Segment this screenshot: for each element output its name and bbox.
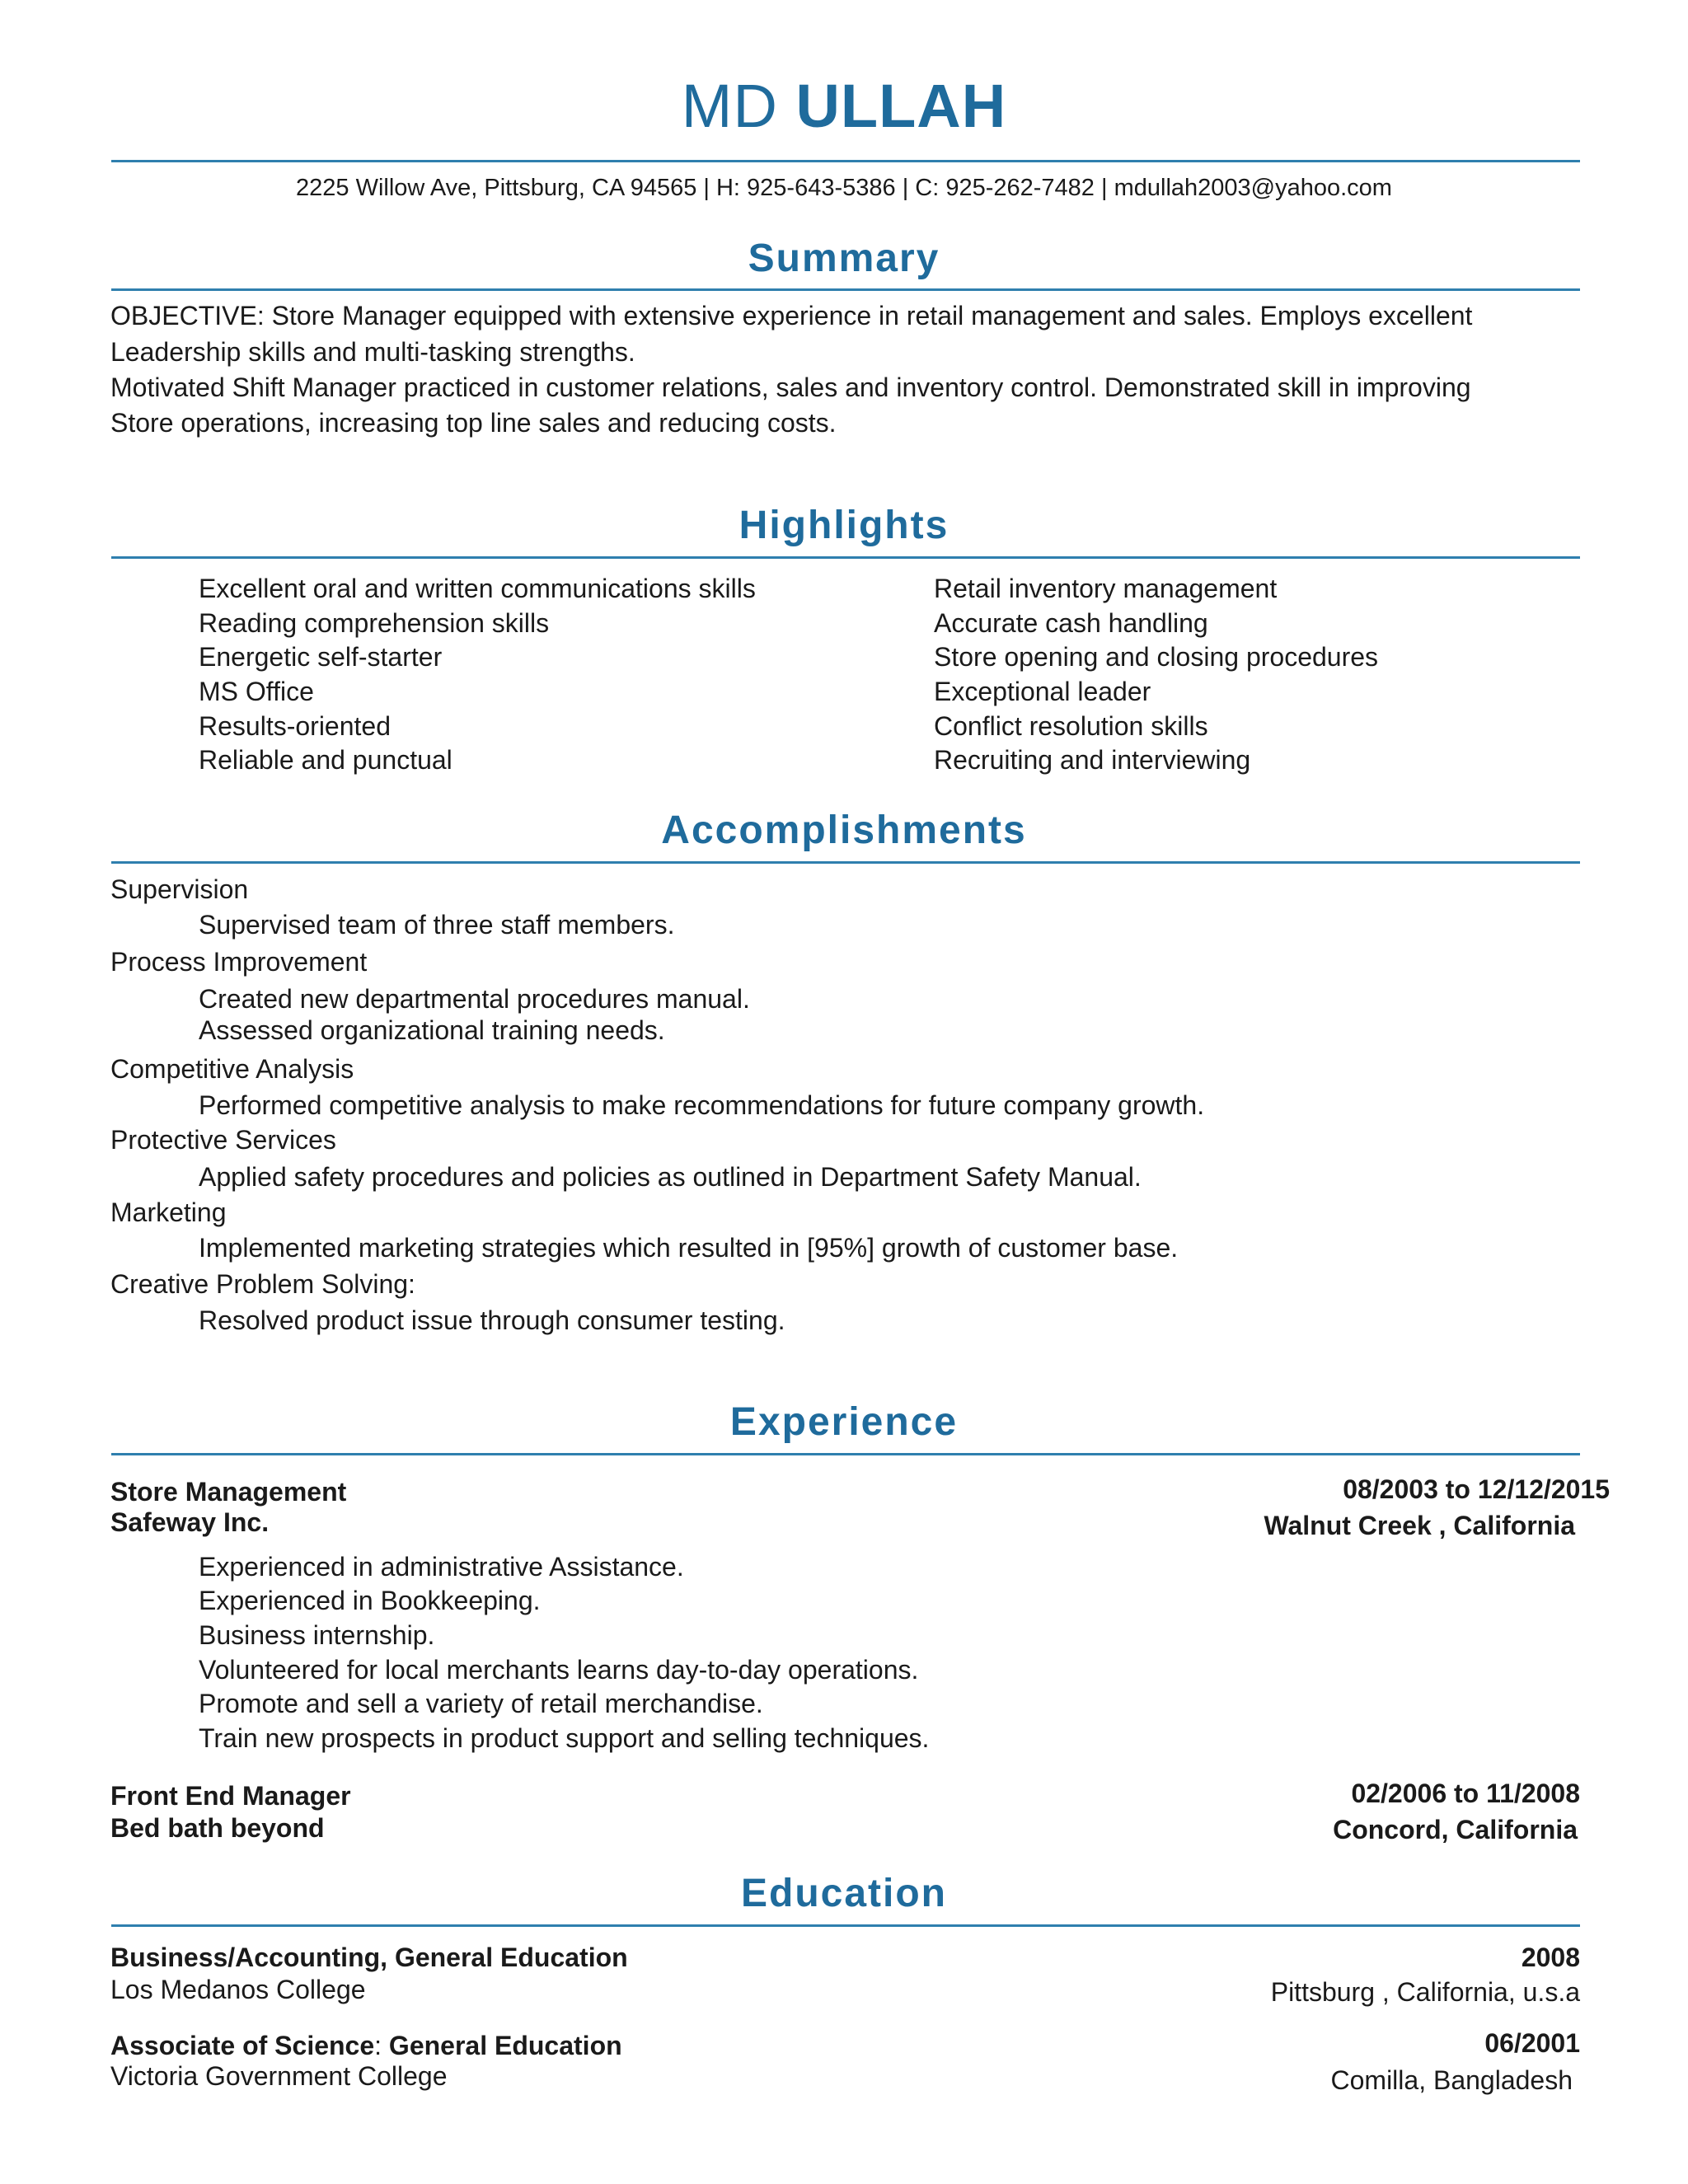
highlight-item: Energetic self-starter	[199, 642, 443, 672]
accomplishment-detail: Resolved product issue through consumer testing.	[199, 1305, 785, 1335]
job-location: Concord, California	[1333, 1815, 1578, 1844]
experience-heading: Experience	[729, 1400, 959, 1444]
accomplishment-detail: Implemented marketing strategies which resulted in [95%] growth of customer base.	[199, 1233, 1179, 1263]
job-bullet: Experienced in Bookkeeping.	[199, 1586, 541, 1615]
education-date: 2008	[1521, 1943, 1580, 1972]
highlight-item: MS Office	[199, 677, 314, 706]
accomplishments-divider	[111, 861, 1580, 864]
accomplishment-title: Protective Services	[110, 1125, 336, 1155]
summary-heading: Summary	[748, 237, 940, 280]
job-dates: 08/2003 to 12/12/2015	[1343, 1474, 1610, 1504]
education-divider	[111, 1924, 1580, 1927]
summary-line: OBJECTIVE: Store Manager equipped with extensive experience in retail management and sales. Employs excellent	[110, 301, 1473, 330]
accomplishment-title: Marketing	[110, 1197, 227, 1227]
summary-line: Leadership skills and multi-tasking strengths.	[110, 337, 635, 367]
highlight-item: Reliable and punctual	[199, 745, 452, 775]
candidate-name	[0, 71, 1688, 141]
job-bullet: Promote and sell a variety of retail merchandise.	[199, 1689, 763, 1718]
job-location: Walnut Creek , California	[1264, 1511, 1575, 1540]
school-name: Los Medanos College	[110, 1975, 366, 2004]
highlight-item: Excellent oral and written communications skills	[199, 574, 756, 603]
highlight-item: Recruiting and interviewing	[934, 745, 1251, 775]
highlight-item: Results-oriented	[199, 711, 391, 741]
accomplishment-title: Competitive Analysis	[110, 1054, 354, 1084]
job-dates: 02/2006 to 11/2008	[1351, 1779, 1580, 1808]
job-title: Front End Manager	[110, 1781, 351, 1811]
job-title: Store Management	[110, 1477, 347, 1507]
accomplishment-detail: Created new departmental procedures manual.	[199, 984, 750, 1014]
summary-divider	[111, 288, 1580, 291]
highlights-heading: Highlights	[738, 504, 950, 547]
job-company: Safeway Inc.	[110, 1507, 270, 1537]
education-heading: Education	[740, 1872, 947, 1915]
highlights-divider	[111, 556, 1580, 559]
job-bullet: Train new prospects in product support and selling techniques.	[199, 1723, 930, 1753]
accomplishment-detail: Supervised team of three staff members.	[199, 910, 675, 940]
highlight-item: Retail inventory management	[934, 574, 1278, 603]
school-location: Pittsburg , California, u.s.a	[1270, 1977, 1580, 2007]
accomplishment-title: Process Improvement	[110, 947, 368, 977]
accomplishments-heading: Accomplishments	[661, 808, 1027, 852]
accomplishment-detail: Performed competitive analysis to make recommendations for future company growth.	[199, 1090, 1205, 1120]
job-bullet: Business internship.	[199, 1620, 435, 1650]
accomplishment-detail: Assessed organizational training needs.	[199, 1015, 665, 1045]
highlight-item: Store opening and closing procedures	[934, 642, 1379, 672]
accomplishment-detail: Applied safety procedures and policies as outlined in Department Safety Manual.	[199, 1162, 1142, 1192]
contact-line: 2225 Willow Ave, Pittsburg, CA 94565 | H: 925-643-5386 | C: 925-262-7482 | mdullah2003@yahoo.com	[296, 175, 1392, 201]
job-bullet: Experienced in administrative Assistance.	[199, 1552, 684, 1582]
highlight-item: Conflict resolution skills	[934, 711, 1208, 741]
highlight-item: Accurate cash handling	[934, 608, 1208, 638]
school-name: Victoria Government College	[110, 2061, 448, 2091]
education-date: 06/2001	[1484, 2028, 1580, 2058]
degree: Business/Accounting, General Education	[110, 1943, 628, 1972]
degree-field: General Education	[388, 2031, 622, 2060]
first-name: MD	[681, 72, 778, 140]
header-divider	[111, 160, 1580, 162]
experience-divider	[111, 1453, 1580, 1455]
summary-line: Store operations, increasing top line sales and reducing costs.	[110, 408, 837, 438]
accomplishment-title: Creative Problem Solving:	[110, 1269, 415, 1299]
accomplishment-title: Supervision	[110, 874, 249, 904]
degree-name: Associate of Science	[110, 2031, 375, 2060]
job-company: Bed bath beyond	[110, 1813, 325, 1843]
degree-separator: :	[374, 2031, 389, 2060]
degree	[110, 2028, 622, 2063]
job-bullet: Volunteered for local merchants learns day-to-day operations.	[199, 1655, 919, 1685]
highlight-item: Reading comprehension skills	[199, 608, 550, 638]
last-name: ULLAH	[795, 72, 1007, 140]
highlight-item: Exceptional leader	[934, 677, 1151, 706]
summary-line: Motivated Shift Manager practiced in customer relations, sales and inventory control. Demonstrated skill in improving	[110, 373, 1471, 402]
school-location: Comilla, Bangladesh	[1330, 2065, 1573, 2095]
